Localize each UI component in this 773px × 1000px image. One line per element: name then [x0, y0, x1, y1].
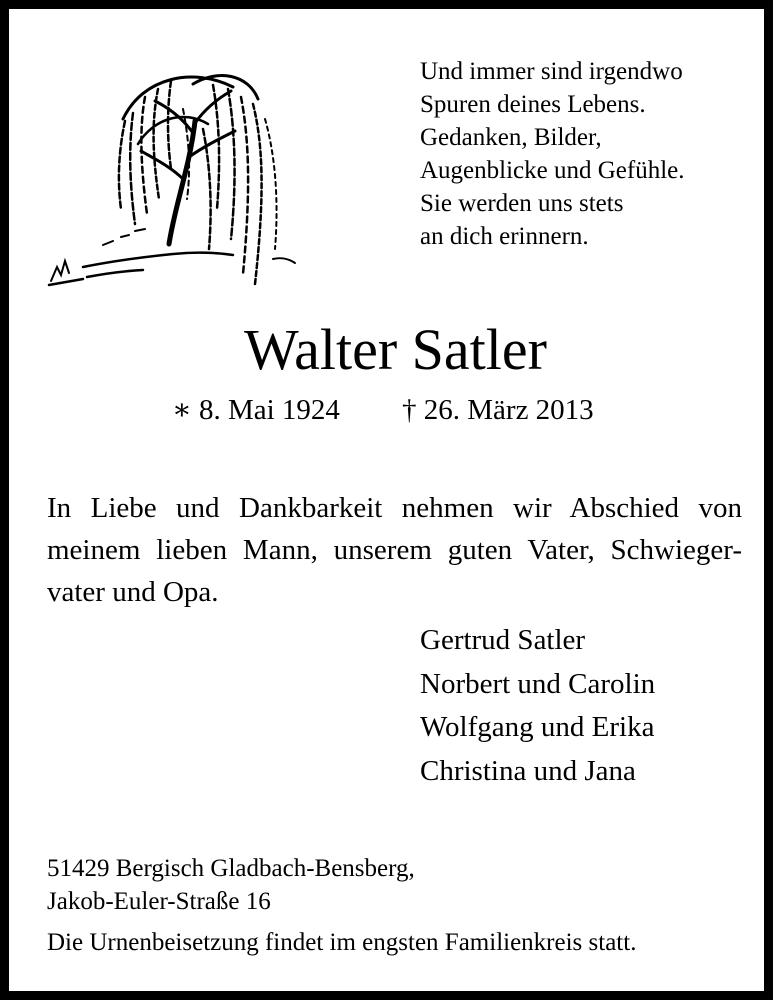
- family-address: [47, 852, 415, 918]
- poem-line: Und immer sind irgendwo: [420, 58, 683, 85]
- poem-line: Gedanken, Bilder,: [420, 124, 602, 151]
- message-line: In Liebe und Dankbarkeit nehmen wir Abschied von: [47, 492, 742, 524]
- message-line: vater und Opa.: [47, 576, 219, 608]
- mourner-name: Gertrud Satler: [420, 624, 586, 656]
- mourner-name: Norbert und Carolin: [420, 667, 656, 700]
- mourner-name: Christina und Jana: [420, 754, 636, 787]
- funeral-note: Die Urnenbeisetzung findet im engsten Familienkreis statt.: [47, 929, 637, 956]
- poem-line: Sie werden uns stets: [420, 190, 624, 217]
- deceased-name: Walter Satler: [244, 317, 547, 382]
- poem-line: an dich erinnern.: [420, 223, 589, 250]
- poem: [420, 55, 685, 253]
- address-line-1: 51429 Bergisch Gladbach-Bensberg,: [47, 855, 415, 882]
- birth-date: ∗ 8. Mai 1924: [172, 394, 340, 426]
- mourners-list: [420, 619, 655, 793]
- weeping-willow-icon: [43, 49, 303, 294]
- mourner-name: Wolfgang und Erika: [420, 711, 655, 743]
- address-line-2: Jakob-Euler-Straße 16: [47, 888, 271, 915]
- farewell-message: [47, 487, 742, 613]
- poem-line: Spuren deines Lebens.: [420, 91, 646, 118]
- poem-line: Augenblicke und Gefühle.: [420, 157, 685, 184]
- death-date: † 26. März 2013: [402, 394, 594, 426]
- message-line: meinem lieben Mann, unserem guten Vater, Schwieger-: [47, 534, 742, 566]
